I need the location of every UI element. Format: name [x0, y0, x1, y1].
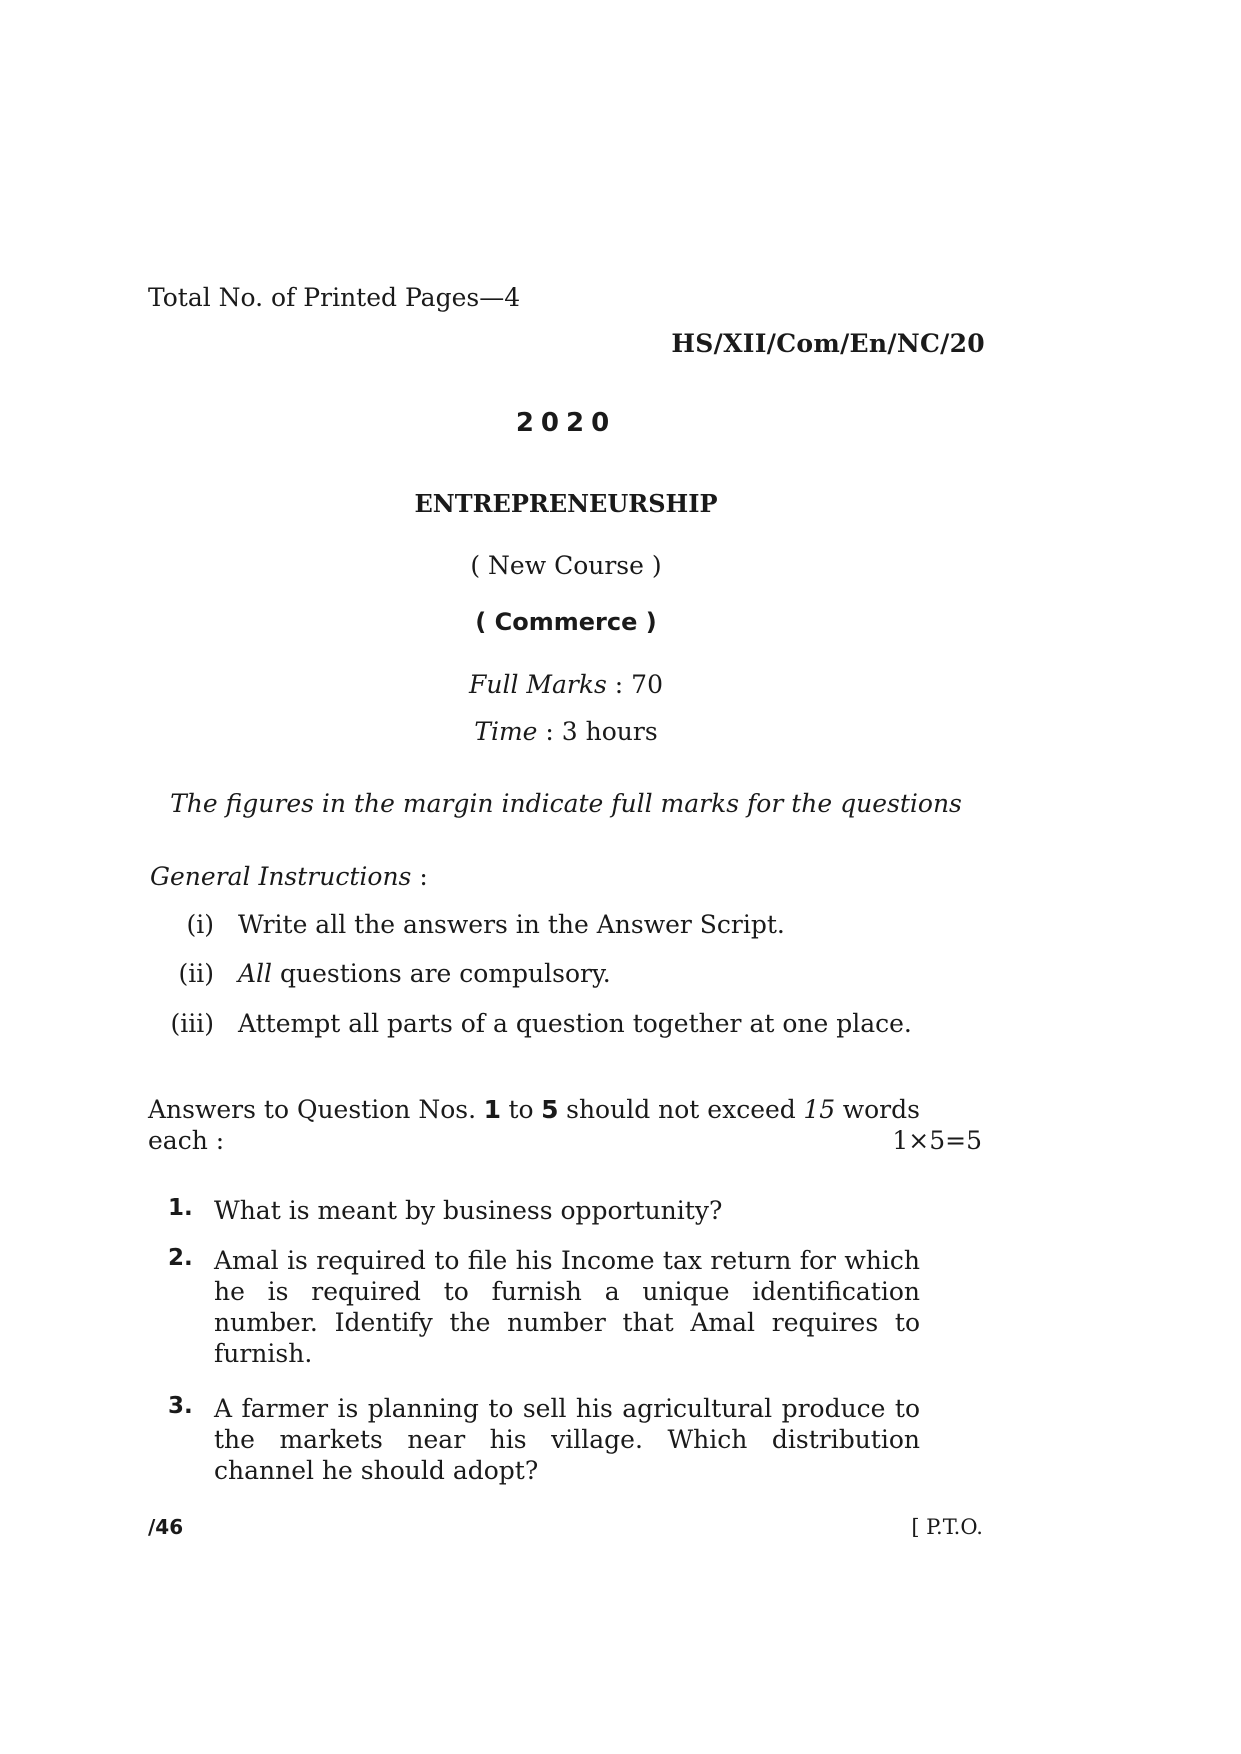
- instruction-number: (ii): [178, 959, 214, 988]
- section-marks: 1×5=5: [892, 1126, 982, 1155]
- total-printed-pages: Total No. of Printed Pages—4: [148, 283, 521, 312]
- question-text: A farmer is planning to sell his agricultural produce to the markets near his village. Which distribution channel he should adopt?: [214, 1394, 920, 1485]
- time-value: 3 hours: [561, 717, 658, 746]
- question-number: 3.: [168, 1393, 193, 1419]
- section-text-part2: should not exceed: [566, 1095, 796, 1124]
- section-instruction-continued: [148, 1126, 982, 1155]
- general-instructions-heading: [150, 862, 428, 891]
- instruction-text: [238, 959, 611, 988]
- question-number: 1.: [168, 1195, 193, 1221]
- full-marks-separator: :: [606, 670, 632, 699]
- instruction-text: Write all the answers in the Answer Script.: [238, 910, 785, 939]
- exam-time: [0, 717, 1132, 746]
- section-text-part3: words: [842, 1095, 920, 1124]
- exam-year: 2020: [515, 408, 617, 438]
- pto-label: [ P.T.O.: [911, 1515, 983, 1539]
- instruction-text-rest: questions are compulsory.: [272, 959, 611, 988]
- paper-code: HS/XII/Com/En/NC/20: [671, 329, 985, 358]
- instructions-heading-text: General Instructions: [150, 862, 412, 891]
- full-marks-label: Full Marks: [469, 670, 607, 699]
- course-label: ( New Course ): [470, 551, 662, 580]
- instructions-heading-suffix: :: [411, 862, 428, 891]
- instruction-number: (iii): [170, 1009, 214, 1038]
- section-text-part1: Answers to Question Nos.: [148, 1095, 477, 1124]
- footer-code: /46: [148, 1515, 184, 1539]
- question-text: Amal is required to file his Income tax return for which he is required to furnish a unique identification number. Identify the number that Amal requires to furnish.: [214, 1246, 920, 1368]
- section-to-number: 5: [541, 1095, 559, 1124]
- question-number: 2.: [168, 1245, 193, 1271]
- instruction-number: (i): [186, 910, 214, 939]
- instruction-text: Attempt all parts of a question together at one place.: [238, 1009, 912, 1038]
- time-label: Time: [474, 717, 538, 746]
- question-text: What is meant by business opportunity?: [214, 1196, 723, 1225]
- full-marks: [0, 670, 1132, 699]
- section-from-number: 1: [483, 1095, 501, 1124]
- stream-label: ( Commerce ): [475, 608, 657, 636]
- section-text-part4: each :: [148, 1126, 225, 1155]
- instruction-italic-lead: All: [238, 959, 273, 988]
- margin-note: The figures in the margin indicate full marks for the questions: [170, 789, 962, 818]
- time-separator: :: [537, 717, 562, 746]
- section-word-limit: 15: [803, 1095, 836, 1124]
- section-to-word: to: [508, 1095, 534, 1124]
- full-marks-value: 70: [631, 670, 663, 699]
- subject-title: ENTREPRENEURSHIP: [414, 489, 718, 518]
- section-instruction: [148, 1095, 920, 1124]
